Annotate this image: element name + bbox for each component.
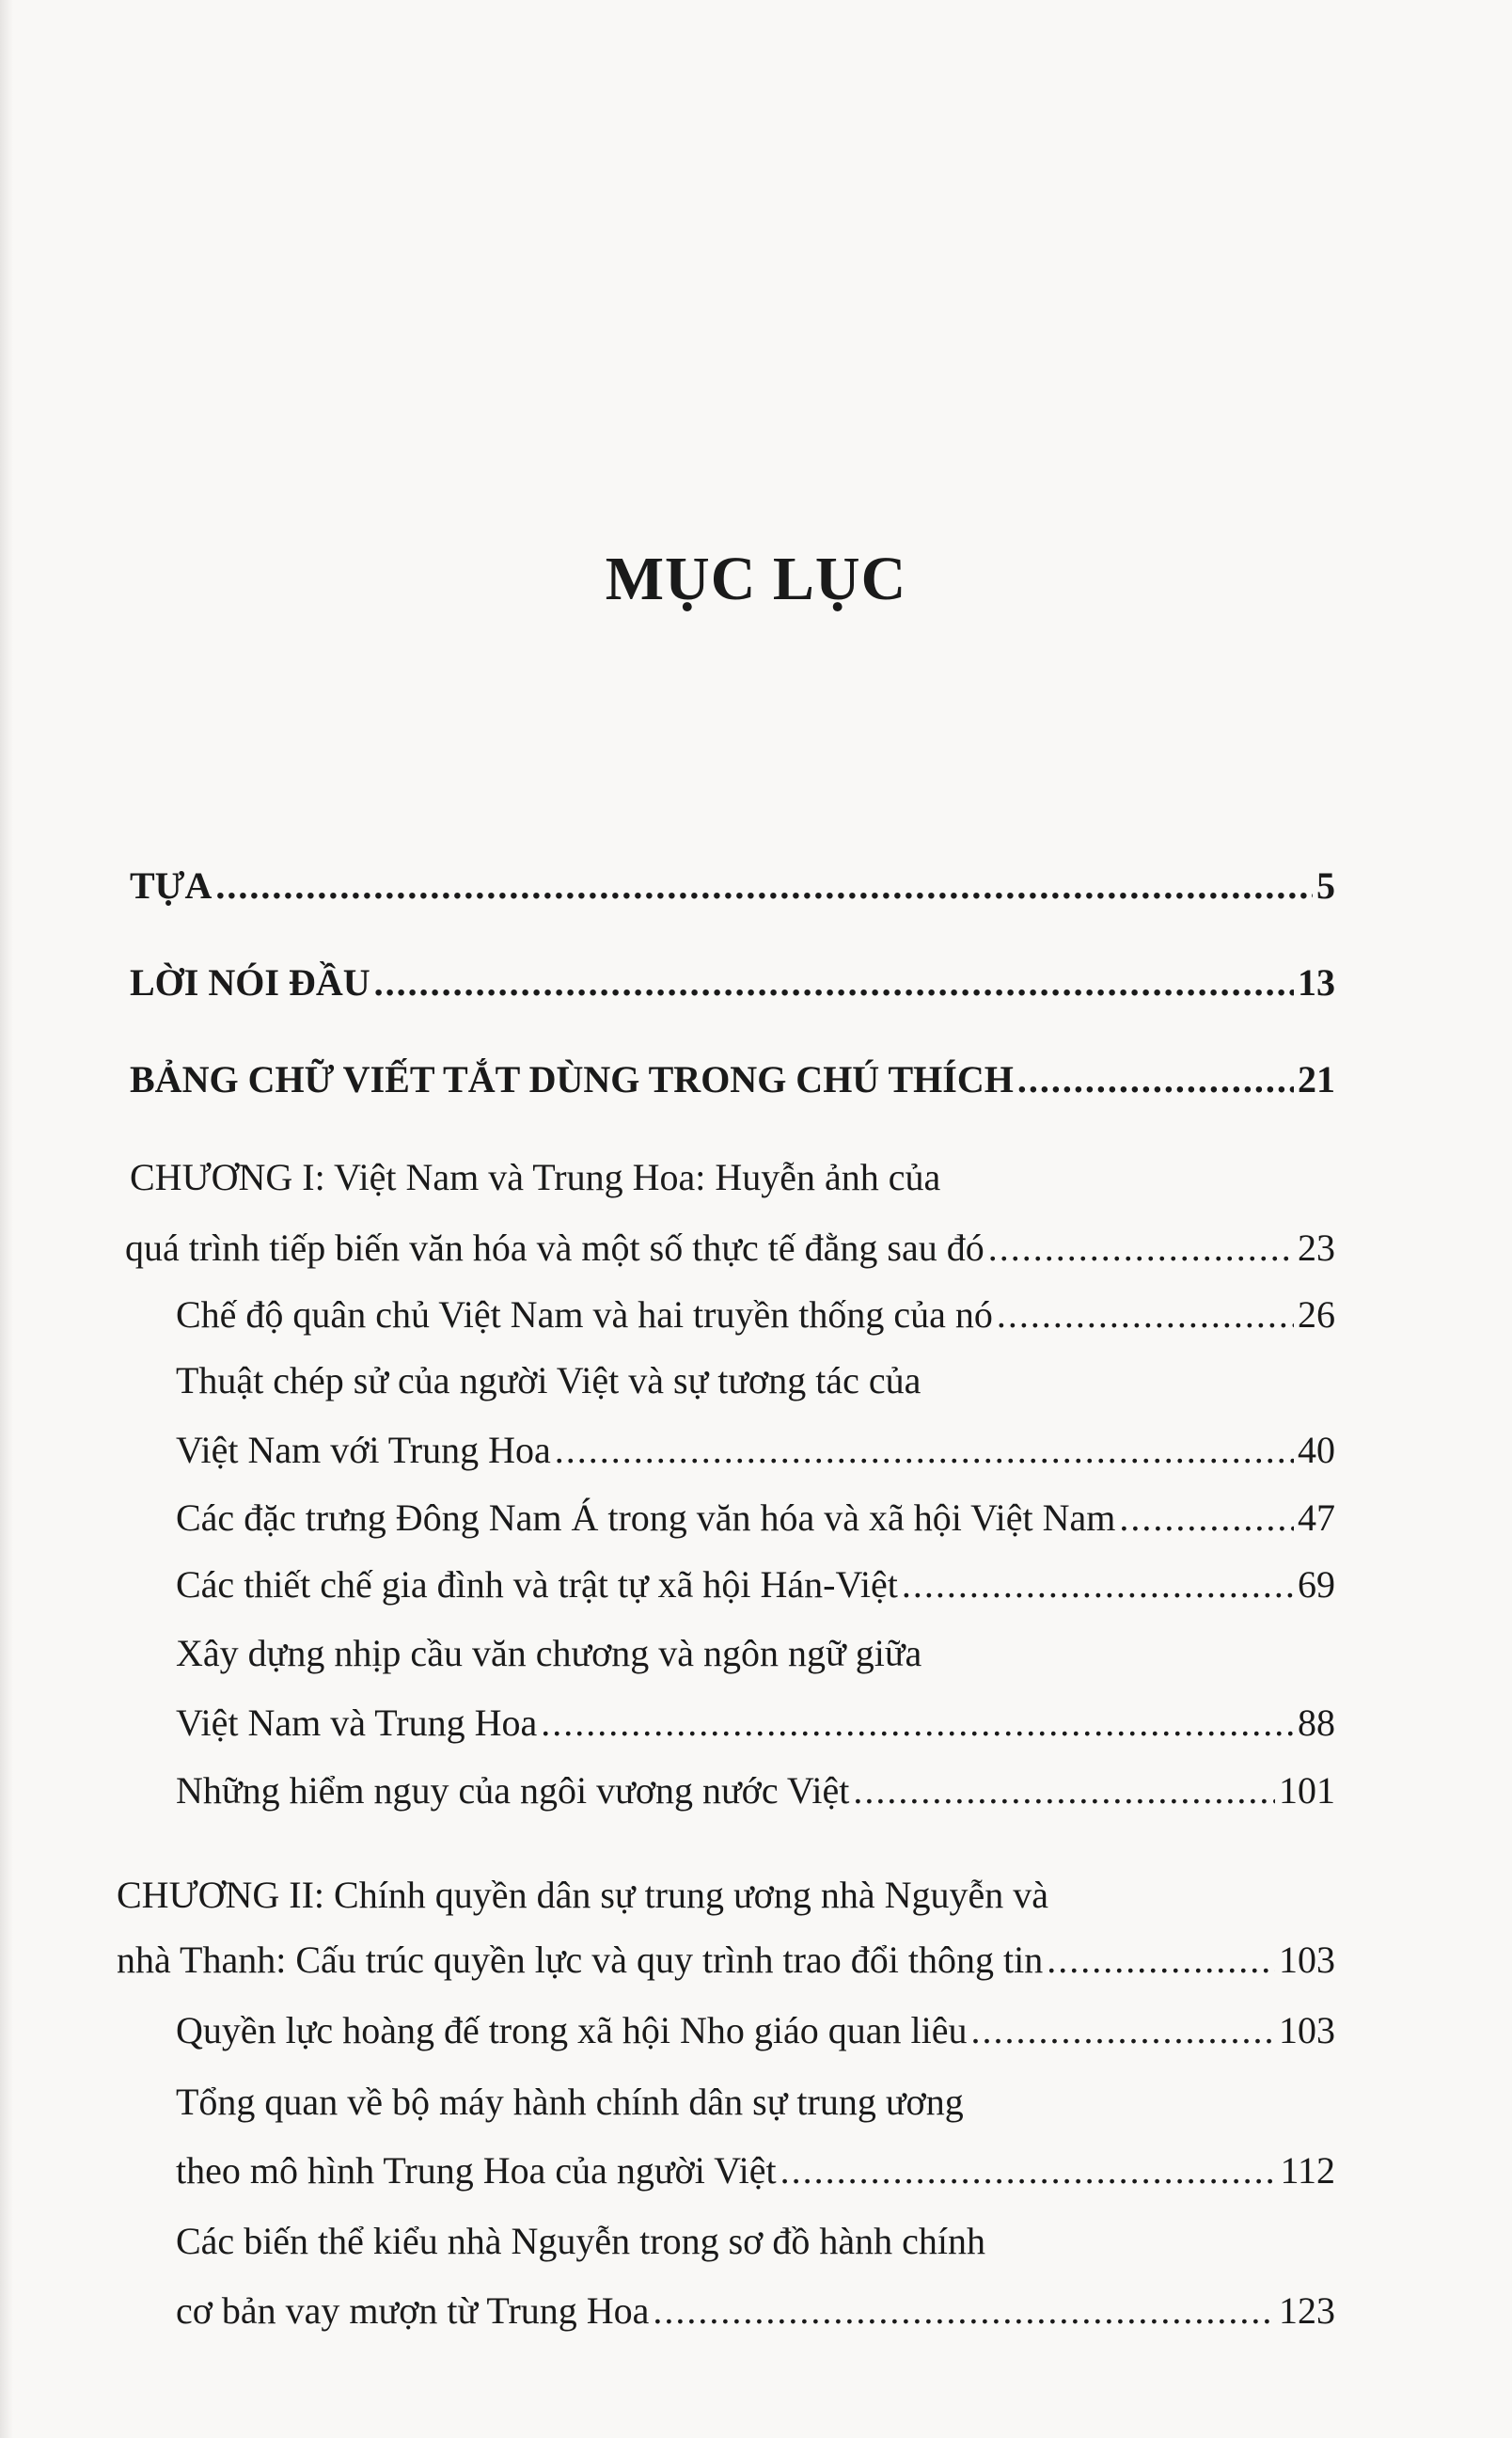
toc-entry-title: nhà Thanh: Cấu trúc quyền lực và quy trình trao đổi thông tin <box>117 1939 1044 1981</box>
page-title: MỤC LỤC <box>605 545 907 613</box>
toc-entry-title: Việt Nam và Trung Hoa <box>176 1702 538 1744</box>
dot-leader <box>988 1226 1294 1270</box>
toc-entry-title: Những hiểm nguy của ngôi vương nước Việt <box>176 1769 850 1812</box>
dot-leader <box>653 2288 1275 2333</box>
toc-page-number: 26 <box>1298 1293 1335 1336</box>
dot-leader <box>555 1428 1294 1472</box>
toc-entry-title: theo mô hình Trung Hoa của người Việt <box>176 2149 777 2192</box>
dot-leader <box>902 1562 1294 1607</box>
toc-page-number: 40 <box>1298 1429 1335 1471</box>
toc-page-number: 88 <box>1298 1702 1335 1744</box>
toc-page-number: 103 <box>1279 1939 1335 1981</box>
toc-entry-line <box>117 1938 1335 1982</box>
toc-entry-title: BẢNG CHỮ VIẾT TẮT DÙNG TRONG CHÚ THÍCH <box>130 1058 1014 1100</box>
toc-page-number: 13 <box>1298 961 1335 1004</box>
toc-entry-line <box>125 1226 1335 1270</box>
toc-entry-line <box>176 1562 1335 1607</box>
toc-entry-line <box>176 1631 921 1675</box>
toc-entry-title: Thuật chép sử của người Việt và sự tương tác của <box>176 1359 921 1401</box>
toc-entry-line <box>176 1768 1335 1813</box>
toc-entry-line <box>176 1701 1335 1745</box>
toc-entry-title: TỰA <box>130 864 213 907</box>
toc-entry-line <box>176 1292 1335 1337</box>
toc-entry-title: Xây dựng nhịp cầu văn chương và ngôn ngữ giữa <box>176 1632 922 1674</box>
toc-entry-title: CHƯƠNG II: Chính quyền dân sự trung ương nhà Nguyễn và <box>117 1874 1048 1916</box>
toc-entry-line <box>117 1873 1048 1917</box>
dot-leader <box>541 1701 1294 1745</box>
toc-entry-title: CHƯƠNG I: Việt Nam và Trung Hoa: Huyễn ảnh của <box>130 1156 941 1198</box>
toc-entry-title: Việt Nam với Trung Hoa <box>176 1429 551 1471</box>
toc-page-number: 23 <box>1298 1227 1335 1269</box>
toc-entry-line <box>130 1057 1335 1101</box>
toc-entry-title: Tổng quan về bộ máy hành chính dân sự trung ương <box>176 2081 964 2123</box>
toc-entry-line <box>176 1496 1335 1540</box>
toc-page-number: 103 <box>1279 2009 1335 2051</box>
dot-leader <box>1047 1938 1275 1982</box>
toc-entry-title: Các đặc trưng Đông Nam Á trong văn hóa và xã hội Việt Nam <box>176 1496 1116 1539</box>
dot-leader <box>215 863 1313 908</box>
toc-entry-line <box>176 2288 1335 2333</box>
dot-leader <box>780 2148 1277 2193</box>
toc-entry-title: Các biến thể kiểu nhà Nguyễn trong sơ đồ hành chính <box>176 2220 985 2262</box>
dot-leader <box>374 960 1294 1005</box>
dot-leader <box>970 2008 1275 2052</box>
page-edge <box>0 0 13 2438</box>
dot-leader <box>1119 1496 1294 1540</box>
toc-entry-line <box>130 1155 940 1199</box>
dot-leader <box>853 1768 1275 1813</box>
toc-page-number: 69 <box>1298 1563 1335 1606</box>
toc-page-number: 5 <box>1316 864 1335 907</box>
toc-entry-title: LỜI NÓI ĐẦU <box>130 961 370 1004</box>
toc-page-number: 21 <box>1298 1058 1335 1100</box>
toc-entry-line <box>176 1428 1335 1472</box>
toc-entry-line <box>176 1358 921 1402</box>
toc-entry-title: Các thiết chế gia đình và trật tự xã hội Hán-Việt <box>176 1563 898 1606</box>
toc-entry-line <box>130 960 1335 1005</box>
toc-page-number: 123 <box>1279 2289 1335 2332</box>
toc-page-number: 101 <box>1279 1769 1335 1812</box>
toc-page-number: 112 <box>1280 2149 1335 2192</box>
toc-entry-title: Chế độ quân chủ Việt Nam và hai truyền thống của nó <box>176 1293 993 1336</box>
toc-entry-title: cơ bản vay mượn từ Trung Hoa <box>176 2289 650 2332</box>
toc-entry-line <box>176 2080 964 2124</box>
toc-entry-title: Quyền lực hoàng đế trong xã hội Nho giáo quan liêu <box>176 2009 968 2051</box>
toc-entry-line <box>176 2219 985 2263</box>
dot-leader <box>1017 1057 1294 1101</box>
dot-leader <box>997 1292 1294 1337</box>
toc-entry-line <box>176 2008 1335 2052</box>
toc-entry-line <box>130 863 1335 908</box>
toc-page-number: 47 <box>1298 1496 1335 1539</box>
toc-entry-line <box>176 2148 1335 2193</box>
toc-entry-title: quá trình tiếp biến văn hóa và một số thực tế đằng sau đó <box>125 1227 984 1269</box>
